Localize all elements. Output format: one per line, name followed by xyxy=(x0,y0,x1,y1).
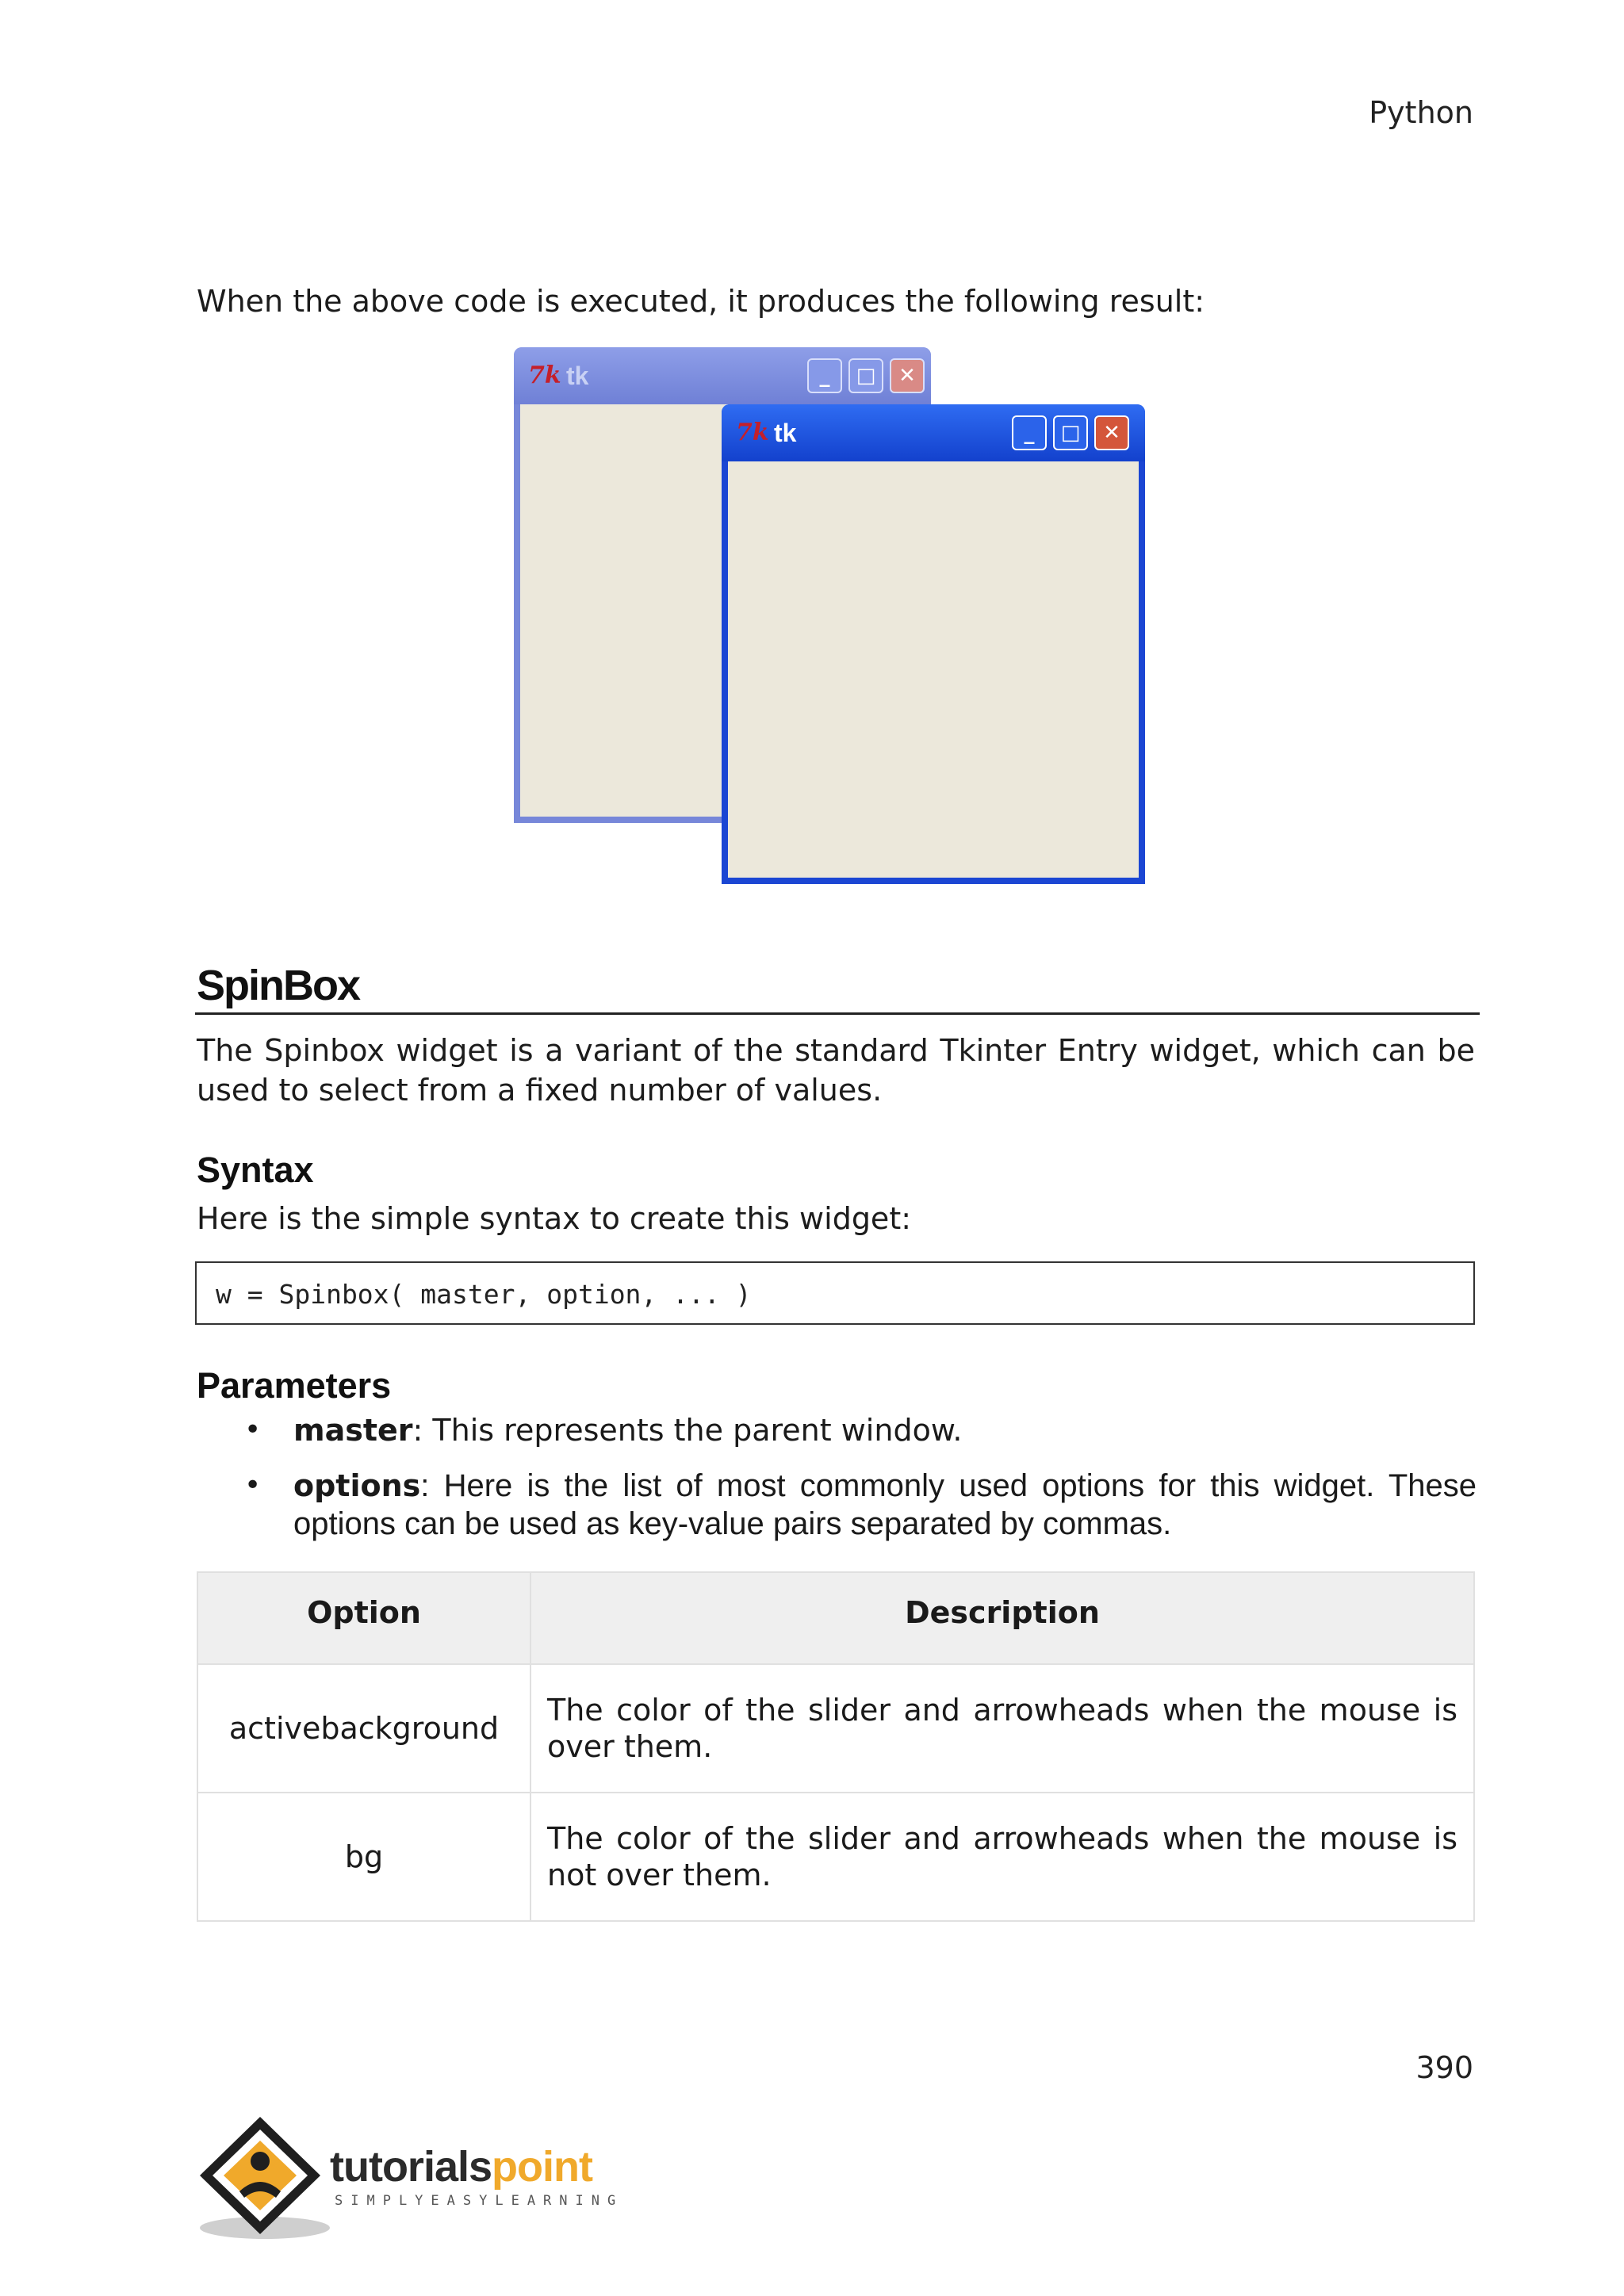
bullet-icon: • xyxy=(244,1469,262,1502)
section-title: SpinBox xyxy=(197,962,360,1009)
tutorialspoint-logo xyxy=(193,2109,685,2244)
page-number: 390 xyxy=(1415,2050,1473,2085)
section-divider xyxy=(195,1012,1480,1015)
list-item xyxy=(238,1467,1477,1543)
maximize-icon: □ xyxy=(848,358,883,393)
logo-tagline: SIMPLYEASYLEARNING xyxy=(335,2193,624,2209)
intro-text: When the above code is executed, it produces the following result: xyxy=(197,284,1205,319)
close-icon: ✕ xyxy=(890,358,925,393)
tk-window-front xyxy=(722,404,1145,884)
param-desc: : This represents the parent window. xyxy=(412,1413,963,1448)
list-item xyxy=(238,1411,1477,1449)
parameters-heading: Parameters xyxy=(197,1365,392,1406)
table-row xyxy=(197,1793,1474,1921)
titlebar xyxy=(514,347,931,404)
logo-wordmark: tutorialspoint xyxy=(330,2143,592,2191)
param-term: master xyxy=(293,1413,413,1448)
code-block: w = Spinbox( master, option, ... ) xyxy=(195,1261,1475,1325)
syntax-heading: Syntax xyxy=(197,1150,314,1190)
maximize-icon: □ xyxy=(1053,415,1088,450)
tk-windows-screenshot xyxy=(508,342,1158,890)
close-icon: ✕ xyxy=(1094,415,1129,450)
parameters-list xyxy=(238,1411,1477,1543)
description-cell: The color of the slider and arrowheads when the mouse is over them. xyxy=(530,1664,1474,1793)
window-client-area xyxy=(728,461,1139,878)
window-title: tk xyxy=(566,362,589,390)
param-term: options xyxy=(293,1468,421,1503)
bullet-icon: • xyxy=(244,1414,262,1446)
section-description: The Spinbox widget is a variant of the standard Tkinter Entry widget, which can be used to select from a fixed number of values. xyxy=(197,1033,1475,1108)
logo-diamond-icon xyxy=(193,2109,336,2244)
window-title: tk xyxy=(774,419,797,447)
minimize-icon: _ xyxy=(807,358,842,393)
options-table xyxy=(197,1571,1475,1922)
syntax-text: Here is the simple syntax to create this widget: xyxy=(197,1201,912,1236)
minimize-icon: _ xyxy=(1012,415,1047,450)
tk-feather-icon: 7k xyxy=(736,419,769,446)
tk-feather-icon: 7k xyxy=(528,362,561,389)
column-header-description: Description xyxy=(530,1572,1474,1664)
description-cell: The color of the slider and arrowheads when the mouse is not over them. xyxy=(530,1793,1474,1921)
column-header-option: Option xyxy=(197,1572,530,1664)
titlebar xyxy=(722,404,1145,461)
table-row xyxy=(197,1664,1474,1793)
option-cell: bg xyxy=(197,1793,530,1921)
running-header: Python xyxy=(1369,95,1473,130)
table-header-row xyxy=(197,1572,1474,1664)
option-cell: activebackground xyxy=(197,1664,530,1793)
param-desc: : Here is the list of most commonly used options for this widget. These options can be used as key-value pairs separated by commas. xyxy=(293,1468,1477,1541)
